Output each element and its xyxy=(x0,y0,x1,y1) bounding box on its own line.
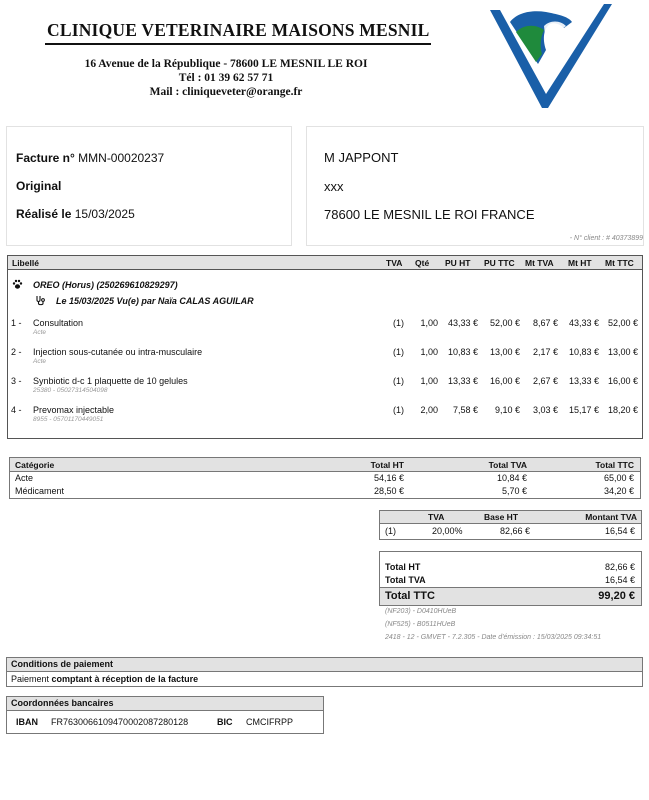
invoice-lines-table xyxy=(7,255,643,439)
invoice-date-label: Réalisé le xyxy=(16,207,72,221)
line-mt-ht: 10,83 € xyxy=(568,347,599,357)
line-number: 4 - xyxy=(11,405,22,415)
table-row xyxy=(8,405,642,433)
category-totals-table xyxy=(9,457,641,499)
bic-label: BIC xyxy=(217,717,233,727)
payment-terms xyxy=(11,674,198,684)
total-tva-label: Total TVA xyxy=(385,575,426,585)
line-tva: (1) xyxy=(393,347,404,357)
category-total-ht: 54,16 € xyxy=(373,473,404,483)
line-mt-ttc: 13,00 € xyxy=(607,347,638,357)
line-qty: 1,00 xyxy=(420,318,438,328)
totals-box xyxy=(379,551,642,606)
clinic-name: CLINIQUE VETERINAIRE MAISONS MESNIL xyxy=(47,20,430,40)
table-row xyxy=(10,473,640,486)
category-total-tva: 10,84 € xyxy=(496,473,527,483)
tva-rate: 20,00% xyxy=(432,526,463,536)
total-ht-label: Total HT xyxy=(385,562,421,572)
line-sublabel: Acte xyxy=(33,358,47,365)
col-tva: TVA xyxy=(386,258,403,268)
total-ttc-bar xyxy=(380,587,641,605)
invoice-number-value: MMN-00020237 xyxy=(78,151,165,165)
total-ht-value: 82,66 € xyxy=(604,562,635,572)
iban-value: FR7630066109470002087280128 xyxy=(51,717,189,727)
col-base-ht: Base HT xyxy=(484,512,519,522)
line-label: Prevomax injectable xyxy=(33,405,115,415)
clinic-name-underline xyxy=(45,43,431,45)
table-row xyxy=(8,347,642,375)
iban-label: IBAN xyxy=(16,717,38,727)
visit-info: Le 15/03/2025 Vu(e) par Naïa CALAS AGUILAR xyxy=(56,296,254,306)
line-mt-ht: 13,33 € xyxy=(568,376,599,386)
category-total-ttc: 34,20 € xyxy=(603,486,634,496)
invoice-number xyxy=(16,151,164,165)
line-mt-ttc: 18,20 € xyxy=(607,405,638,415)
invoice-number-label: Facture n° xyxy=(16,151,75,165)
bic-value: CMCIFRPP xyxy=(246,717,293,727)
line-mt-tva: 8,67 € xyxy=(532,318,558,328)
clinic-phone: Tél : 01 39 62 57 71 xyxy=(178,72,274,84)
col-mt-ht: Mt HT xyxy=(568,258,592,268)
clinic-mail: Mail : cliniqueveter@orange.fr xyxy=(149,86,303,98)
col-categorie: Catégorie xyxy=(15,460,55,470)
total-tva-value: 16,54 € xyxy=(604,575,635,585)
col-pu-ht: PU HT xyxy=(445,258,471,268)
tva-code: (1) xyxy=(385,526,396,536)
invoice-date-value: 15/03/2025 xyxy=(74,207,135,221)
col-total-ht: Total HT xyxy=(370,460,404,470)
line-number: 3 - xyxy=(11,376,22,386)
line-mt-ht: 15,17 € xyxy=(568,405,599,415)
payment-conditions-header xyxy=(7,658,642,672)
lines-table-header xyxy=(8,256,642,270)
line-mt-tva: 3,03 € xyxy=(532,405,558,415)
invoice-original xyxy=(16,179,61,193)
client-number: - N° client : # 40373899 xyxy=(569,235,643,242)
animal-identity: OREO (Horus) (250269610829297) xyxy=(33,280,178,290)
line-sublabel: 25380 - 05027314504098 xyxy=(33,387,108,394)
col-total-tva: Total TVA xyxy=(488,460,527,470)
clinic-logo xyxy=(488,2,614,112)
payment-prefix: Paiement xyxy=(11,674,50,684)
nf203-code: (NF203) - D0410HUeB xyxy=(385,608,457,615)
table-row xyxy=(8,376,642,404)
total-ttc-label: Total TTC xyxy=(385,590,435,602)
client-city: 78600 LE MESNIL LE ROI FRANCE xyxy=(324,207,535,222)
line-sublabel: Acte xyxy=(33,329,47,336)
table-row xyxy=(8,318,642,346)
table-row xyxy=(10,486,640,499)
col-total-ttc: Total TTC xyxy=(595,460,634,470)
line-pu-ht: 7,58 € xyxy=(452,405,478,415)
line-mt-ttc: 52,00 € xyxy=(607,318,638,328)
col-mt-tva: Mt TVA xyxy=(525,258,554,268)
line-pu-ht: 13,33 € xyxy=(447,376,478,386)
bank-details-header xyxy=(7,697,323,711)
line-tva: (1) xyxy=(393,376,404,386)
line-qty: 2,00 xyxy=(420,405,438,415)
line-qty: 1,00 xyxy=(420,347,438,357)
line-pu-ht: 10,83 € xyxy=(447,347,478,357)
paw-icon xyxy=(12,279,23,290)
line-tva: (1) xyxy=(393,405,404,415)
col-qte: Qté xyxy=(415,258,430,268)
category-total-ttc: 65,00 € xyxy=(603,473,634,483)
client-info-box xyxy=(306,126,644,246)
line-number: 1 - xyxy=(11,318,22,328)
line-tva: (1) xyxy=(393,318,404,328)
line-mt-ht: 43,33 € xyxy=(568,318,599,328)
emission-info: 2418 - 12 - GMVET - 7.2.305 - Date d'émission : 15/03/2025 09:34:51 xyxy=(385,634,602,641)
line-label: Consultation xyxy=(33,318,84,328)
stethoscope-icon xyxy=(35,295,47,306)
col-pu-ttc: PU TTC xyxy=(484,258,515,268)
client-address-line: xxx xyxy=(324,179,344,194)
client-name: M JAPPONT xyxy=(324,150,399,165)
payment-terms-bold: comptant à réception de la facture xyxy=(51,674,199,684)
category-table-header xyxy=(10,458,640,472)
col-montant-tva: Montant TVA xyxy=(585,512,637,522)
payment-conditions-box xyxy=(6,657,643,687)
category-name: Médicament xyxy=(15,486,65,496)
line-mt-ttc: 16,00 € xyxy=(607,376,638,386)
bank-details-box xyxy=(6,696,324,734)
line-pu-ttc: 9,10 € xyxy=(494,405,520,415)
line-number: 2 - xyxy=(11,347,22,357)
nf525-code: (NF525) - B0511HUeB xyxy=(385,621,456,628)
col-mt-ttc: Mt TTC xyxy=(605,258,634,268)
tva-base: 82,66 € xyxy=(500,526,531,536)
line-mt-tva: 2,17 € xyxy=(532,347,558,357)
line-label: Synbiotic d-c 1 plaquette de 10 gelules xyxy=(33,376,188,386)
line-pu-ht: 43,33 € xyxy=(447,318,478,328)
invoice-date xyxy=(16,207,135,221)
line-label: Injection sous-cutanée ou intra-musculaire xyxy=(33,347,203,357)
line-pu-ttc: 52,00 € xyxy=(489,318,520,328)
bank-details-title: Coordonnées bancaires xyxy=(11,698,114,708)
line-mt-tva: 2,67 € xyxy=(532,376,558,386)
tva-table-header xyxy=(380,511,641,524)
line-sublabel: 8955 - 05701170449051 xyxy=(33,416,104,423)
category-total-ht: 28,50 € xyxy=(373,486,404,496)
col-tva-rate: TVA xyxy=(428,512,445,522)
category-total-tva: 5,70 € xyxy=(501,486,527,496)
category-name: Acte xyxy=(15,473,34,483)
line-qty: 1,00 xyxy=(420,376,438,386)
table-row xyxy=(380,526,641,539)
line-pu-ttc: 16,00 € xyxy=(489,376,520,386)
tva-amount: 16,54 € xyxy=(604,526,635,536)
payment-conditions-title: Conditions de paiement xyxy=(11,659,114,669)
line-pu-ttc: 13,00 € xyxy=(489,347,520,357)
clinic-address: 16 Avenue de la République - 78600 LE MESNIL LE ROI xyxy=(84,58,368,70)
col-libelle: Libellé xyxy=(12,258,39,268)
tva-summary-table xyxy=(379,510,642,540)
total-ttc-value: 99,20 € xyxy=(598,590,635,602)
invoice-original-label: Original xyxy=(16,179,62,193)
